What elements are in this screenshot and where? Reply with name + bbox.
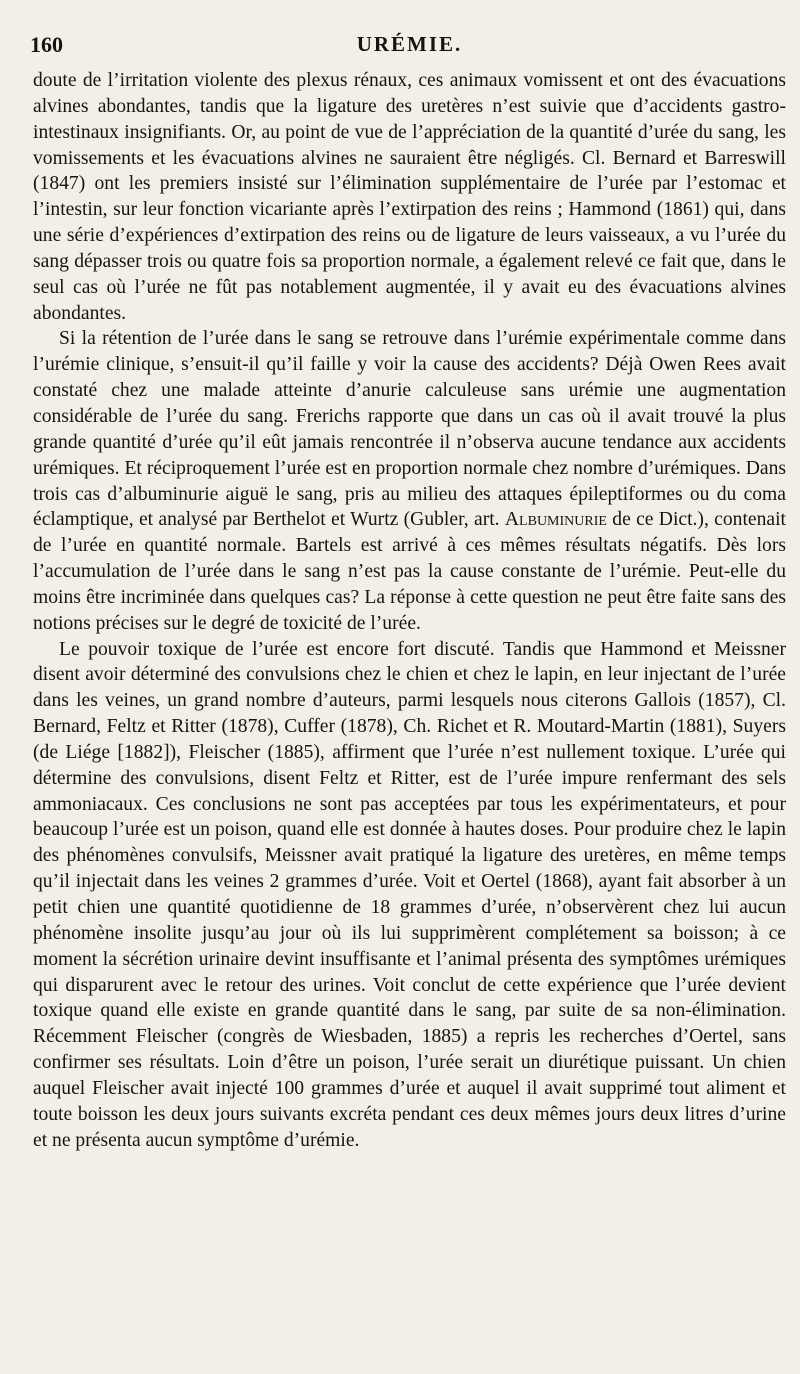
running-head: URÉMIE.: [356, 32, 463, 56]
paragraph-2-text-after: de ce Dict.), contenait de l’urée en quantité normale. Bartels est arrivé à ces mêmes résultats négatifs. Dès lors l’accumulation de l’urée dans le sang n’est pas la cause constante de l’urémie. Peut-elle du moins être incriminée dans quelques cas? La réponse à cette question ne peut être faite sans des notions précises sur le degré de toxicité de l’urée.: [33, 509, 786, 634]
paragraph-1: doute de l’irritation violente des plexus rénaux, ces animaux vomissent et ont des évacuations alvines abondantes, tandis que la ligature des uretères n’est suivie que d’accidents gastro-intestinaux insignifiants. Or, au point de vue de l’appréciation de la quantité d’urée du sang, les vomissements et les évacuations alvines ne sauraient être négligés. Cl. Bernard et Barreswill (1847) ont les premiers insisté sur l’élimination supplémentaire de l’urée par l’estomac et l’intestin, sur leur fonction vicariante après l’extirpation des reins ; Hammond (1861) qui, dans une série d’expériences d’extirpation des reins ou de ligature de leurs vaisseaux, a vu l’urée du sang dépasser trois ou quatre fois sa proportion normale, a également relevé ce fait que, dans le seul cas où l’urée ne fût pas notablement augmentée, il y avait eu des évacuations alvines abondantes.: [33, 70, 786, 324]
paragraph-3: Le pouvoir toxique de l’urée est encore fort discuté. Tandis que Hammond et Meissner disent avoir déterminé des convulsions chez le chien et chez le lapin, en leur injectant de l’urée dans les veines, un grand nombre d’auteurs, parmi lesquels nous citerons Gallois (1857), Cl. Bernard, Feltz et Ritter (1878), Cuffer (1878), Ch. Richet et R. Moutard-Martin (1881), Suyers (de Liége [1882]), Fleischer (1885), affirment que l’urée n’est nullement toxique. L’urée qui détermine des convulsions, disent Feltz et Ritter, est de l’urée impure renfermant des sels ammoniacaux. Ces conclusions ne sont pas acceptées par tous les expérimentateurs, et pour beaucoup l’urée est un poison, quand elle est donnée à hautes doses. Pour produire chez le lapin des phénomènes convulsifs, Meissner avait pratiqué la ligature des uretères, en même temps qu’il injectait dans les veines 2 grammes d’urée. Voit et Oertel (1868), ayant fait absorber à un petit chien une quantité quotidienne de 18 grammes d’urée, n’observèrent chez lui aucun phénomène insolite jusqu’au jour où ils lui supprimèrent complétement sa boisson; à ce moment la sécrétion urinaire devint insuffisante et l’animal présenta des symptômes urémiques qui disparurent avec le retour des urines. Voit conclut de cette expérience que l’urée devient toxique quand elle existe en grande quantité dans le sang, par suite de sa non-élimination. Récemment Fleischer (congrès de Wiesbaden, 1885) a repris les recherches d’Oertel, sans confirmer ses résultats. Loin d’être un poison, l’urée serait un diurétique puissant. Un chien auquel Fleischer avait injecté 100 grammes d’urée et auquel il avait supprimé tout aliment et toute boisson les deux jours suivants excréta pendant ces deux mêmes jours deux litres d’urine et ne présenta aucun symptôme d’urémie.: [33, 638, 786, 1151]
body-text: [33, 68, 786, 1153]
page-number: 160: [30, 32, 63, 57]
paragraph-2: [33, 326, 786, 636]
paragraph-2-text-before: Si la rétention de l’urée dans le sang se retrouve dans l’urémie expérimentale comme dans l’urémie clinique, s’ensuit-il qu’il faille y voir la cause des accidents? Déjà Owen Rees avait constaté chez une malade atteinte d’anurie calculeuse sans urémie une augmentation considérable de l’urée du sang. Frerichs rapporte que dans un cas où il avait trouvé la plus grande quantité d’urée qu’il eût jamais rencontrée il n’observa aucune tendance aux accidents urémiques. Et réciproquement l’urée est en proportion normale chez nombre d’urémiques. Dans trois cas d’albuminurie aiguë le sang, pris au milieu des attaques épileptiformes ou du coma éclamptique, et analysé par Berthelot et Wurtz (Gubler, art.: [33, 328, 786, 531]
dictionary-article-reference: Albuminurie: [504, 509, 607, 531]
page-header: [30, 28, 786, 68]
